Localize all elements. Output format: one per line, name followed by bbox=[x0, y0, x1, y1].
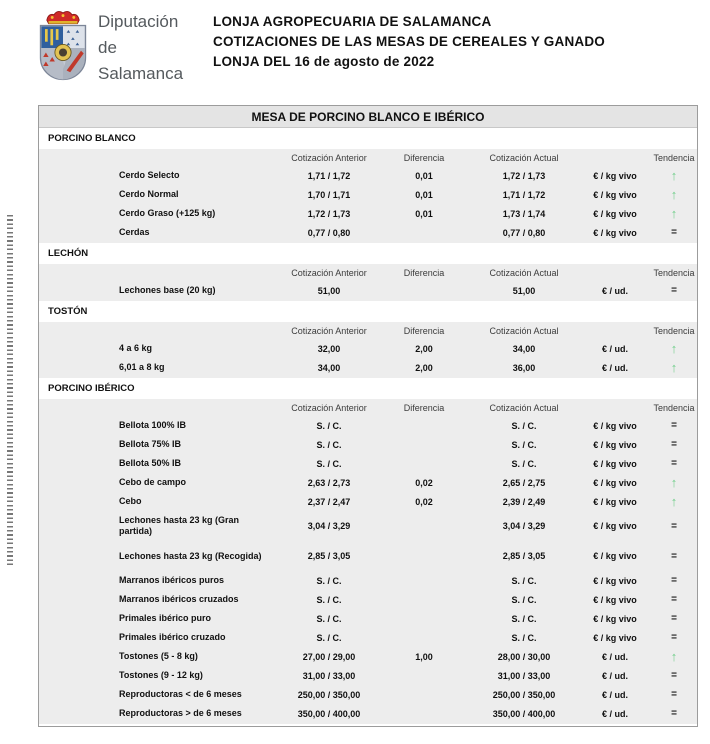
row-cotizacion-anterior: 32,00 bbox=[317, 343, 341, 354]
row-cotizacion-actual: S. / C. bbox=[511, 458, 537, 469]
row-label: 4 a 6 kg bbox=[119, 343, 153, 353]
table-row bbox=[39, 590, 697, 609]
row-label: Lechones hasta 23 kg (Recogida) bbox=[119, 550, 262, 561]
row-unit: € / ud. bbox=[601, 343, 628, 354]
row-cotizacion-actual: 1,71 / 1,72 bbox=[502, 189, 546, 200]
row-cotizacion-anterior: 31,00 / 33,00 bbox=[302, 670, 356, 681]
trend-equal-icon: = bbox=[671, 458, 677, 469]
trend-equal-icon: = bbox=[671, 520, 677, 532]
row-cotizacion-anterior: S. / C. bbox=[316, 439, 342, 450]
column-header-row bbox=[39, 399, 697, 416]
row-unit: € / kg vivo bbox=[593, 170, 637, 181]
row-unit: € / kg vivo bbox=[593, 613, 637, 624]
row-unit: € / kg vivo bbox=[593, 496, 637, 507]
trend-equal-icon: = bbox=[671, 550, 677, 562]
table-row bbox=[39, 666, 697, 685]
row-label: Cerdo Normal bbox=[119, 189, 179, 199]
row-cotizacion-anterior: 2,85 / 3,05 bbox=[307, 551, 351, 561]
row-cotizacion-anterior: S. / C. bbox=[316, 594, 342, 605]
row-cotizacion-anterior: S. / C. bbox=[316, 420, 342, 431]
table-row bbox=[39, 541, 697, 571]
price-table bbox=[38, 105, 698, 727]
row-diferencia: 0,01 bbox=[415, 170, 433, 181]
row-label: Reproductoras < de 6 meses bbox=[119, 689, 242, 699]
column-header-diferencia: Diferencia bbox=[403, 267, 445, 278]
row-diferencia: 2,00 bbox=[415, 343, 433, 354]
row-cotizacion-actual: S. / C. bbox=[511, 594, 537, 605]
trend-equal-icon: = bbox=[671, 708, 677, 719]
column-header-diferencia: Diferencia bbox=[403, 402, 445, 413]
column-header-actual: Cotización Actual bbox=[489, 152, 559, 163]
row-label: Marranos ibéricos cruzados bbox=[119, 594, 239, 604]
column-header-actual: Cotización Actual bbox=[489, 325, 559, 336]
row-unit: € / kg vivo bbox=[593, 477, 637, 488]
row-cotizacion-anterior: 2,63 / 2,73 bbox=[307, 477, 351, 488]
table-sections bbox=[39, 128, 697, 724]
row-diferencia: 0,02 bbox=[415, 496, 433, 507]
column-header-anterior: Cotización Anterior bbox=[291, 402, 367, 413]
table-row bbox=[39, 223, 697, 242]
column-header-row bbox=[39, 149, 697, 166]
row-unit: € / kg vivo bbox=[593, 551, 637, 561]
row-unit: € / ud. bbox=[601, 708, 628, 719]
row-cotizacion-actual: 36,00 bbox=[512, 362, 536, 373]
document-titles bbox=[213, 12, 703, 72]
row-cotizacion-actual: 1,73 / 1,74 bbox=[502, 208, 546, 219]
trend-up-icon: ↑ bbox=[670, 186, 678, 202]
row-unit: € / kg vivo bbox=[593, 189, 637, 200]
trend-equal-icon: = bbox=[671, 439, 677, 450]
row-unit: € / ud. bbox=[601, 689, 628, 700]
row-label: Cebo de campo bbox=[119, 477, 187, 487]
trend-equal-icon: = bbox=[671, 594, 677, 605]
row-label: Bellota 100% IB bbox=[119, 420, 187, 430]
table-row bbox=[39, 492, 697, 511]
table-row bbox=[39, 204, 697, 223]
row-cotizacion-actual: 51,00 bbox=[512, 285, 536, 296]
title-line2: COTIZACIONES DE LAS MESAS DE CEREALES Y GANADO bbox=[213, 34, 605, 49]
row-cotizacion-actual: 28,00 / 30,00 bbox=[497, 651, 551, 662]
logo-text bbox=[98, 9, 206, 87]
row-label: Primales ibérico cruzado bbox=[119, 632, 226, 642]
trend-equal-icon: = bbox=[671, 285, 677, 296]
row-cotizacion-anterior: 1,72 / 1,73 bbox=[307, 208, 351, 219]
row-cotizacion-actual: 250,00 / 350,00 bbox=[492, 689, 556, 700]
row-diferencia: 0,02 bbox=[415, 477, 433, 488]
row-unit: € / kg vivo bbox=[593, 458, 637, 469]
row-label: Tostones (9 - 12 kg) bbox=[119, 670, 203, 680]
row-cotizacion-anterior: 3,04 / 3,29 bbox=[307, 521, 351, 531]
column-header-anterior: Cotización Anterior bbox=[291, 325, 367, 336]
row-cotizacion-actual: S. / C. bbox=[511, 632, 537, 643]
row-diferencia: 0,01 bbox=[415, 189, 433, 200]
trend-up-icon: ↑ bbox=[670, 167, 678, 183]
table-row bbox=[39, 609, 697, 628]
trend-equal-icon: = bbox=[671, 689, 677, 700]
section-block bbox=[39, 149, 697, 243]
column-header-diferencia: Diferencia bbox=[403, 152, 445, 163]
row-label: Bellota 50% IB bbox=[119, 458, 182, 468]
row-cotizacion-anterior: 34,00 bbox=[317, 362, 341, 373]
diputacion-logo bbox=[36, 6, 206, 90]
column-header-actual: Cotización Actual bbox=[489, 267, 559, 278]
row-unit: € / kg vivo bbox=[593, 439, 637, 450]
section-block bbox=[39, 399, 697, 724]
trend-equal-icon: = bbox=[671, 613, 677, 624]
row-label: Cerdas bbox=[119, 227, 150, 237]
row-label: Primales ibérico puro bbox=[119, 613, 212, 623]
row-diferencia: 2,00 bbox=[415, 362, 433, 373]
section-heading: TOSTÓN bbox=[39, 301, 697, 322]
column-header-row bbox=[39, 264, 697, 281]
row-cotizacion-anterior: 2,37 / 2,47 bbox=[307, 496, 351, 507]
row-cotizacion-anterior: S. / C. bbox=[316, 458, 342, 469]
row-cotizacion-actual: S. / C. bbox=[511, 420, 537, 431]
row-label: Reproductoras > de 6 meses bbox=[119, 708, 242, 718]
table-row bbox=[39, 185, 697, 204]
row-cotizacion-actual: 31,00 / 33,00 bbox=[497, 670, 551, 681]
column-header-row bbox=[39, 322, 697, 339]
row-unit: € / kg vivo bbox=[593, 521, 637, 531]
title-line3: LONJA DEL 16 de agosto de 2022 bbox=[213, 54, 435, 69]
table-row bbox=[39, 435, 697, 454]
trend-equal-icon: = bbox=[671, 632, 677, 643]
table-row bbox=[39, 704, 697, 723]
row-cotizacion-actual: S. / C. bbox=[511, 613, 537, 624]
table-row bbox=[39, 281, 697, 300]
table-row bbox=[39, 511, 697, 541]
column-header-tendencia: Tendencia bbox=[653, 267, 695, 278]
row-label: Lechones hasta 23 kg (Gran partida) bbox=[119, 515, 240, 536]
trend-up-icon: ↑ bbox=[670, 648, 678, 664]
row-unit: € / kg vivo bbox=[593, 594, 637, 605]
row-cotizacion-actual: S. / C. bbox=[511, 575, 537, 586]
table-row bbox=[39, 647, 697, 666]
column-header-diferencia: Diferencia bbox=[403, 325, 445, 336]
trend-equal-icon: = bbox=[671, 670, 677, 681]
row-label: Marranos ibéricos puros bbox=[119, 575, 225, 585]
logo-line1: Diputación bbox=[98, 12, 179, 31]
page-header bbox=[0, 0, 710, 100]
column-header-anterior: Cotización Anterior bbox=[291, 267, 367, 278]
row-label: Bellota 75% IB bbox=[119, 439, 182, 449]
row-cotizacion-anterior: S. / C. bbox=[316, 613, 342, 624]
row-unit: € / ud. bbox=[601, 651, 628, 662]
section-heading: PORCINO IBÉRICO bbox=[39, 378, 697, 399]
row-cotizacion-anterior: 0,77 / 0,80 bbox=[307, 227, 351, 238]
row-unit: € / ud. bbox=[601, 670, 628, 681]
row-cotizacion-actual: S. / C. bbox=[511, 439, 537, 450]
table-row bbox=[39, 473, 697, 492]
row-cotizacion-actual: 1,72 / 1,73 bbox=[502, 170, 546, 181]
coat-of-arms-icon bbox=[36, 9, 90, 87]
row-cotizacion-anterior: S. / C. bbox=[316, 575, 342, 586]
table-row bbox=[39, 571, 697, 590]
section-block bbox=[39, 322, 697, 378]
column-header-tendencia: Tendencia bbox=[653, 325, 695, 336]
row-unit: € / kg vivo bbox=[593, 227, 637, 238]
column-header-actual: Cotización Actual bbox=[489, 402, 559, 413]
row-diferencia: 1,00 bbox=[415, 651, 433, 662]
trend-equal-icon: = bbox=[671, 420, 677, 431]
logo-line2: de Salamanca bbox=[98, 38, 184, 83]
row-unit: € / kg vivo bbox=[593, 575, 637, 586]
vertical-margin-text bbox=[7, 215, 13, 567]
section-block bbox=[39, 264, 697, 301]
row-label: Cerdo Selecto bbox=[119, 170, 180, 180]
row-cotizacion-anterior: 27,00 / 29,00 bbox=[302, 651, 356, 662]
row-cotizacion-anterior: 250,00 / 350,00 bbox=[297, 689, 361, 700]
row-unit: € / kg vivo bbox=[593, 632, 637, 643]
section-heading: LECHÓN bbox=[39, 243, 697, 264]
table-title: MESA DE PORCINO BLANCO E IBÉRICO bbox=[39, 106, 697, 128]
row-label: Tostones (5 - 8 kg) bbox=[119, 651, 198, 661]
trend-up-icon: ↑ bbox=[670, 493, 678, 509]
row-unit: € / kg vivo bbox=[593, 420, 637, 431]
row-cotizacion-anterior: 350,00 / 400,00 bbox=[297, 708, 361, 719]
row-cotizacion-anterior: 1,70 / 1,71 bbox=[307, 189, 351, 200]
row-cotizacion-anterior: S. / C. bbox=[316, 632, 342, 643]
trend-up-icon: ↑ bbox=[670, 359, 678, 375]
row-label: Cebo bbox=[119, 496, 142, 506]
section-heading: PORCINO BLANCO bbox=[39, 128, 697, 149]
row-unit: € / ud. bbox=[601, 285, 628, 296]
table-row bbox=[39, 416, 697, 435]
title-line1: LONJA AGROPECUARIA DE SALAMANCA bbox=[213, 14, 492, 29]
row-label: Cerdo Graso (+125 kg) bbox=[119, 208, 216, 218]
row-cotizacion-actual: 2,39 / 2,49 bbox=[502, 496, 546, 507]
row-diferencia: 0,01 bbox=[415, 208, 433, 219]
row-cotizacion-anterior: 1,71 / 1,72 bbox=[307, 170, 351, 181]
table-row bbox=[39, 166, 697, 185]
trend-up-icon: ↑ bbox=[670, 340, 678, 356]
row-cotizacion-actual: 34,00 bbox=[512, 343, 536, 354]
row-label: Lechones base (20 kg) bbox=[119, 285, 216, 295]
row-label: 6,01 a 8 kg bbox=[119, 362, 165, 372]
row-unit: € / ud. bbox=[601, 362, 628, 373]
row-cotizacion-actual: 2,85 / 3,05 bbox=[502, 551, 546, 561]
table-row bbox=[39, 454, 697, 473]
column-header-anterior: Cotización Anterior bbox=[291, 152, 367, 163]
trend-equal-icon: = bbox=[671, 227, 677, 238]
trend-equal-icon: = bbox=[671, 575, 677, 586]
row-cotizacion-actual: 2,65 / 2,75 bbox=[502, 477, 546, 488]
row-unit: € / kg vivo bbox=[593, 208, 637, 219]
table-row bbox=[39, 339, 697, 358]
row-cotizacion-actual: 0,77 / 0,80 bbox=[502, 227, 546, 238]
trend-up-icon: ↑ bbox=[670, 474, 678, 490]
table-row bbox=[39, 685, 697, 704]
table-row bbox=[39, 628, 697, 647]
trend-up-icon: ↑ bbox=[670, 205, 678, 221]
row-cotizacion-actual: 350,00 / 400,00 bbox=[492, 708, 556, 719]
row-cotizacion-anterior: 51,00 bbox=[317, 285, 341, 296]
column-header-tendencia: Tendencia bbox=[653, 152, 695, 163]
row-cotizacion-actual: 3,04 / 3,29 bbox=[502, 521, 546, 531]
column-header-tendencia: Tendencia bbox=[653, 402, 695, 413]
table-row bbox=[39, 358, 697, 377]
